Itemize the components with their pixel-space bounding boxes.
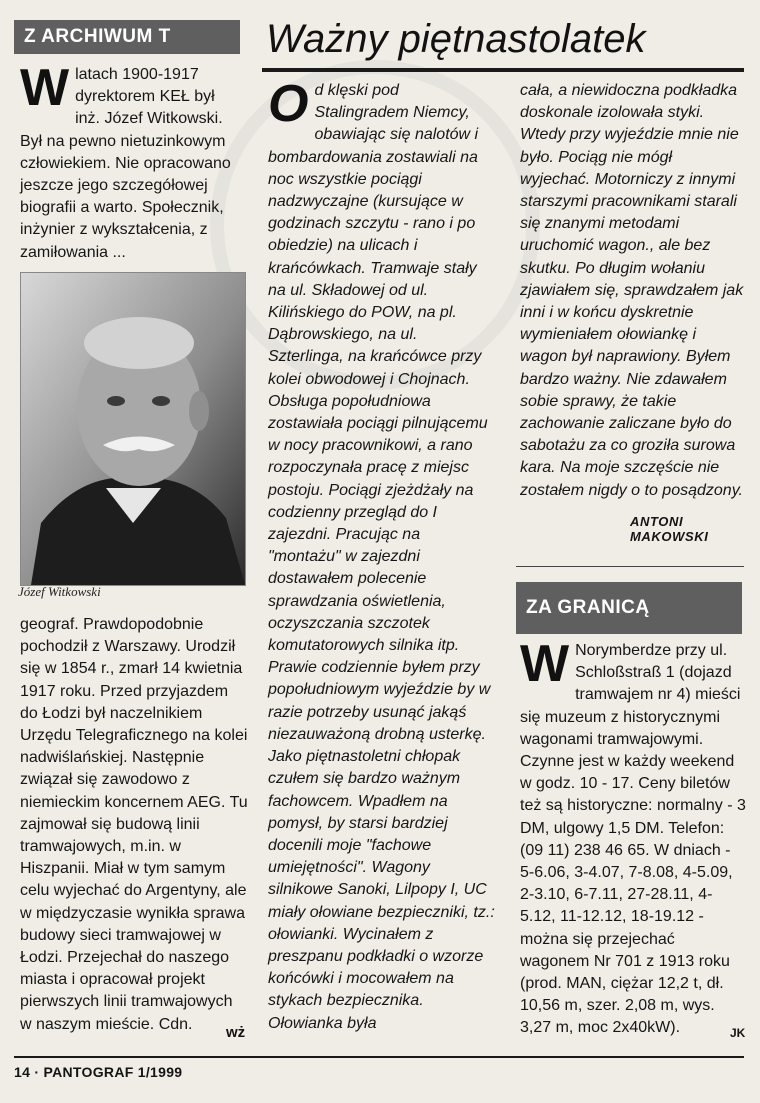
section-header-archiwum	[14, 20, 240, 54]
portrait-photo	[20, 272, 246, 586]
footer-rule	[14, 1056, 744, 1058]
article-archiwum-body: geograf. Prawdopodobnie pochodził z Warszawy. Urodził się w 1854 r., zmarł 14 kwietnia 1917 roku. Przed przyjazdem do Łodzi był naczelnikiem Urzędu Telegraficznego na kolei nadwiślańskiej. Następnie związał się zawodowo z niemieckim koncernem AEG. Tu zajmował się budową linii tramwajowych, m.in. w Hiszpanii. Miał w tym samym celu wyjechać do Argentyny, ale w międzyczasie wynikła sprawa budowy sieci tramwajowej w Łodzi. Przejechał do naszego miasta i opracował projekt pierwszych linii tramwajowych w naszym mieście. Cdn.	[20, 616, 248, 1033]
article-granica-body	[520, 635, 746, 1040]
section-header-granica	[516, 582, 742, 634]
article-archiwum-intro	[20, 59, 242, 264]
article-main-column-1-text: d klęski pod Stalingradem Niemcy, obawiając się nalotów i bombardowania zostawiali na noc wszystkie pociągi nadzwyczajne (kursujące w godzinach szczytu - rano i po obiedzie) na ulicach i krańcówkach. Tramwaje stały na ul. Składowej od ul. Kilińskiego do POW, na pl. Dąbrowskiego, na ul. Szterlinga, na krańcówce przy kolei obwodowej i Chojnach. Obsługa popołudniowa zostawiała pociągi pilnującemu w nocy pracownikowi, a rano rozpoczynała pracę z miejsc postoju. Pociągi zjeżdżały na codzienny przegląd do I zajezdni. Pracując na "montażu" w zajezdni dostawałem polecenie sprawdzania oświetlenia, oczyszczania szczotek komutatorowych silnika itp. Prawie codziennie byłem przy popołudniowym wyjeździe by w razie potrzeby usunąć jakąś niezauważoną drobną usterkę. Jako piętnastoletni chłopak czułem się bardzo ważnym fachowcem. Wpadłem na pomysł, by starsi bardziej docenili moje "fachowe umiejętności". Wagony silnikowe Sanoki, Lilpopy I, UC miały ołowiane bezpieczniki, tz.: ołowianki. Wycinałem z preszpanu podkładki o wzorze końcówki i mocowałem na stykach bezpiecznika. Ołowianka była	[268, 82, 495, 1032]
article-archiwum-signature: wż	[226, 1024, 246, 1041]
dropcap-letter-o: O	[268, 75, 309, 133]
section-header-archiwum-label: Z ARCHIWUM T	[24, 26, 171, 47]
article-granica-text: Norymberdze przy ul. Schloßstraß 1 (dojazd tramwajem nr 4) mieści się muzeum z historycznymi wagonami tramwajowymi. Czynne jest w każdy weekend w godz. 10 - 17. Ceny biletów też są historyczne: normalny - 3 DM, ulgowy 1,5 DM. Telefon: (09 11) 238 46 65. W dniach - 5-6.06, 3-4.07, 7-8.08, 4-5.09, 2-3.10, 6-7.11, 27-28.11, 4-5.12, 11-12.12, 18-19.12 - można się przejechać wagonem Nr 701 z 1913 roku (prod. MAN, ciężar 12,2 t, dł. 10,56 m, szer. 2,08 m, wys. 3,27 m, moc 2x40kW).	[520, 642, 746, 1037]
headline: Ważny piętnastolatek	[266, 17, 646, 61]
dropcap-letter-w: W	[520, 635, 570, 693]
article-archiwum-intro-text: latach 1900-1917 dyrektorem KEŁ był inż. Józef Witkowski. Był na pewno nietuzinkowym człowiekiem. Nie opracowano jeszcze jego szczegółowej biografii a warto. Społecznik, inżynier z wykształcenia, z zamiłowania ...	[20, 66, 231, 261]
section-header-granica-label: ZA GRANICĄ	[526, 597, 650, 618]
dropcap-letter: W	[20, 59, 70, 117]
page-footer: 14 · PANTOGRAF 1/1999	[14, 1064, 183, 1080]
headline-rule	[262, 68, 744, 72]
article-main-column-2: cała, a niewidoczna podkładka doskonale izolowała styki. Wtedy przy wyjeździe mnie nie było. Pociąg nie mógł wyjechać. Motorniczy z innymi starszymi pracownikami starali się znanymi metodami uruchomić wagon., ale bez skutku. Po długim wołaniu zjawiałem się, sprawdzałem jak inni i w końcu dyskretnie wymieniałem ołowiankę i wagon był naprawiony. Byłem bardzo ważny. Nie zdawałem sobie sprawy, że takie zachowanie zaliczane było do sabotażu za co groziła surowa kara. Na moje szczęście nie zostałem nigdy o to posądzony.	[520, 82, 744, 499]
article-main-author: ANTONI MAKOWSKI	[630, 514, 709, 544]
article-main-column-1	[268, 75, 496, 1035]
article-granica-signature: JK	[730, 1026, 746, 1040]
photo-caption: Józef Witkowski	[18, 584, 101, 599]
section-divider	[516, 566, 744, 567]
